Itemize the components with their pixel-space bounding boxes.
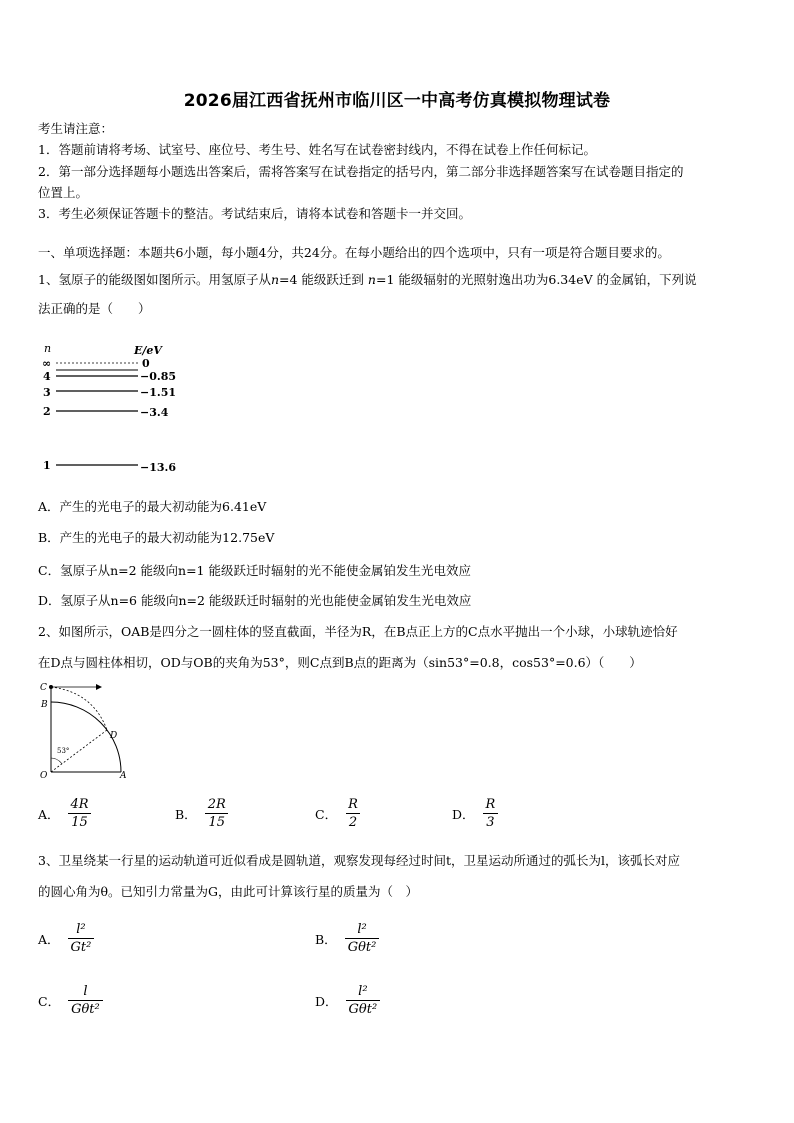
level-n: 4 <box>43 370 51 383</box>
q1-var-n: n <box>367 272 376 287</box>
numerator: l² <box>357 922 367 937</box>
q3-stem-line2: 的圆心角为θ。已知引力常量为G，由此可计算该行星的质量为（ ） <box>38 884 419 899</box>
option-label: D． <box>452 806 475 822</box>
energy-level-diagram <box>38 340 198 480</box>
level-energy: 0 <box>142 357 150 370</box>
label-a: A <box>120 771 127 781</box>
numerator: R <box>485 797 496 812</box>
q2-option-b[interactable] <box>175 797 229 830</box>
q1-option-c[interactable]: C．氢原子从n=2 能级向n=1 能级跃迁时辐射的光不能使金属铂发生光电效应 <box>38 563 471 578</box>
fraction <box>68 984 103 1017</box>
level-n: ∞ <box>42 357 52 370</box>
numerator: l² <box>76 922 86 937</box>
q2-option-d[interactable] <box>452 797 498 830</box>
q3-option-c[interactable] <box>38 984 103 1017</box>
trajectory-curve <box>51 687 107 730</box>
fraction <box>483 797 499 830</box>
option-label: C． <box>38 993 61 1009</box>
option-label: D． <box>315 993 338 1009</box>
denominator: 15 <box>68 813 91 830</box>
level-energy: −13.6 <box>140 461 177 474</box>
n-axis-label: n <box>44 342 52 355</box>
q2-stem-line1: 2、如图所示，OAB是四分之一圆柱体的竖直截面，半径为R，在B点正上方的C点水平抛出一个小球，小球轨迹恰好 <box>38 624 678 639</box>
notice-item: 1．答题前请将考场、试室号、座位号、考生号、姓名写在试卷密封线内，不得在试卷上作任何标记。 <box>38 142 596 157</box>
notice-item: 位置上。 <box>38 185 89 200</box>
fraction <box>205 797 229 830</box>
page-title: 2026届江西省抚州市临川区一中高考仿真模拟物理试卷 <box>183 91 611 111</box>
q1-text: =4 能级跃迁到 <box>279 272 368 287</box>
numerator: R <box>348 797 358 812</box>
fraction <box>68 922 95 955</box>
fraction <box>345 922 380 955</box>
q3-option-d[interactable] <box>315 984 380 1017</box>
level-n: 1 <box>43 459 51 472</box>
denominator: Gθt² <box>346 1000 381 1017</box>
q1-option-a[interactable]: A．产生的光电子的最大初动能为6.41eV <box>38 499 267 514</box>
denominator: Gt² <box>68 938 95 955</box>
denominator: Gθt² <box>345 938 380 955</box>
q1-option-d[interactable]: D．氢原子从n=6 能级向n=2 能级跃迁时辐射的光也能使金属铂发生光电效应 <box>38 593 472 608</box>
q1-var-n: n <box>270 272 280 287</box>
numerator: 4R <box>70 797 89 812</box>
section-heading: 一、单项选择题：本题共6小题，每小题4分，共24分。在每小题给出的四个选项中，只有一项是符合题目要求的。 <box>38 245 670 260</box>
fraction <box>345 797 361 830</box>
option-label: C． <box>315 806 338 822</box>
label-o: O <box>40 771 48 781</box>
q1-option-b[interactable]: B．产生的光电子的最大初动能为12.75eV <box>38 530 275 545</box>
angle-arc <box>51 758 62 764</box>
q3-option-b[interactable] <box>315 922 379 955</box>
fraction <box>68 797 92 830</box>
q2-stem-line2: 在D点与圆柱体相切，OD与OB的夹角为53°，则C点到B点的距离为（sin53°=0.8，cos53°=0.6）（ ） <box>38 655 642 670</box>
denominator: 2 <box>346 813 360 830</box>
q3-stem-line1: 3、卫星绕某一行星的运动轨道可近似看成是圆轨道，观察发现每经过时间t，卫星运动所通过的弧长为l，该弧长对应 <box>38 853 680 868</box>
numerator: 2R <box>207 797 226 812</box>
option-label: B． <box>175 806 197 822</box>
q1-text: 1、氢原子的能级图如图所示。用氢原子从 <box>38 272 271 287</box>
denominator: 15 <box>205 813 228 830</box>
numerator: l² <box>358 984 368 999</box>
denominator: Gθt² <box>68 1000 103 1017</box>
level-energy: −1.51 <box>140 386 177 399</box>
notice-heading: 考生请注意： <box>38 121 114 136</box>
label-c: C <box>40 683 47 693</box>
numerator: l <box>83 984 88 999</box>
fraction <box>346 984 381 1017</box>
label-b: B <box>41 700 48 710</box>
option-label: A． <box>38 806 60 822</box>
energy-axis-label: E/eV <box>134 344 162 357</box>
level-energy: −3.4 <box>140 406 169 419</box>
option-label: A． <box>38 931 60 947</box>
q1-stem-line1 <box>38 271 697 289</box>
q1-stem-line2: 法正确的是（ ） <box>38 301 151 316</box>
level-n: 3 <box>43 386 51 399</box>
q2-option-c[interactable] <box>315 797 361 830</box>
angle-label: 53° <box>57 747 70 755</box>
q3-option-a[interactable] <box>38 922 94 955</box>
notice-item: 3．考生必须保证答题卡的整洁。考试结束后，请将本试卷和答题卡一并交回。 <box>38 206 471 221</box>
option-label: B． <box>315 931 337 947</box>
notice-item: 2．第一部分选择题每小题选出答案后，需将答案写在试卷指定的括号内，第二部分非选择题答案写在试卷题目指定的 <box>38 164 684 179</box>
quarter-cylinder-diagram <box>38 678 138 782</box>
q1-text: =1 能级辐射的光照射逸出功为6.34eV 的金属铂，下列说 <box>375 272 697 287</box>
level-energy: −0.85 <box>140 370 177 383</box>
label-d: D <box>110 731 118 741</box>
level-n: 2 <box>43 405 51 418</box>
denominator: 3 <box>483 813 497 830</box>
q2-option-a[interactable] <box>38 797 92 830</box>
arrow-head-icon <box>96 684 102 690</box>
